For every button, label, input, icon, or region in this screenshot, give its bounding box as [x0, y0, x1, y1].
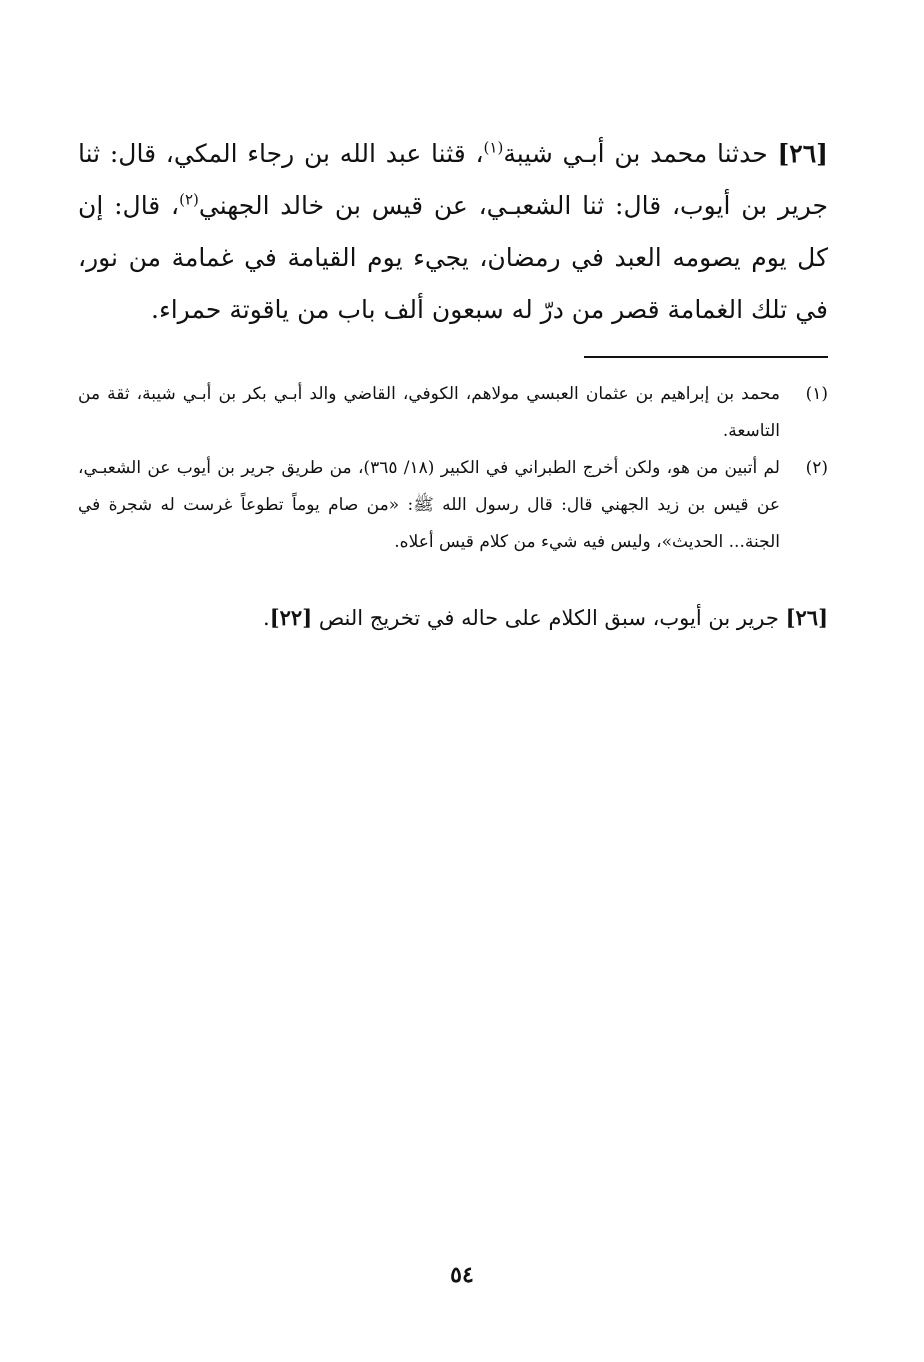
hadith-text-part-1: حدثنا محمد بن أبـي شيبة: [503, 139, 768, 168]
footnotes: [78, 376, 828, 561]
footnote-ref-1: (١): [483, 138, 504, 157]
hadith-number: [٢٦]: [777, 139, 828, 168]
footnote-text: محمد بن إبراهيم بن عثمان العبسي مولاهم، الكوفي، القاضي والد أبـي بكر بن أبـي شيبة، ثقة من التاسعة.: [78, 384, 780, 441]
footnote-1: [78, 376, 828, 450]
footnote-ref-2: (٢): [179, 190, 199, 209]
footnote-text: لم أتبين من هو، ولكن أخرج الطبراني في الكبير (١٨/ ٣٦٥)، من طريق جرير بن أيوب عن الشعبـي، عن قيس بن زيد الجهني قال: قال رسول الله ﷺ: «من صام يوماً تطوعاً غرست له شجرة في الجنة... الحديث»، وليس فيه شيء من كلام قيس أعلاه.: [78, 458, 780, 552]
commentary-end: .: [263, 606, 270, 630]
page-number: ٥٤: [450, 1262, 474, 1288]
commentary-number: [٢٦]: [785, 605, 828, 630]
commentary-note: [78, 598, 828, 638]
hadith-text-part-3: ، قال: إن كل يوم يصومه العبد في رمضان، يجيء يوم القيامة في غمامة من نور، في تلك الغمامة قصر من درّ له سبعون ألف باب من ياقوتة حمراء.: [78, 191, 828, 324]
footnote-separator: [584, 356, 828, 358]
footnote-2: [78, 450, 828, 561]
hadith-text: [78, 128, 828, 336]
footnote-number: (٢): [805, 458, 828, 478]
commentary-text: جرير بن أيوب، سبق الكلام على حاله في تخريج النص: [318, 606, 779, 630]
footnote-number: (١): [805, 384, 828, 404]
commentary-reference: [٢٢]: [269, 605, 313, 630]
hadith-text-part-2: ، قثنا عبد الله بن رجاء المكي، قال: ثنا جرير بن أيوب، قال: ثنا الشعبـي، عن قيس بن خالد الجهني: [78, 139, 828, 220]
